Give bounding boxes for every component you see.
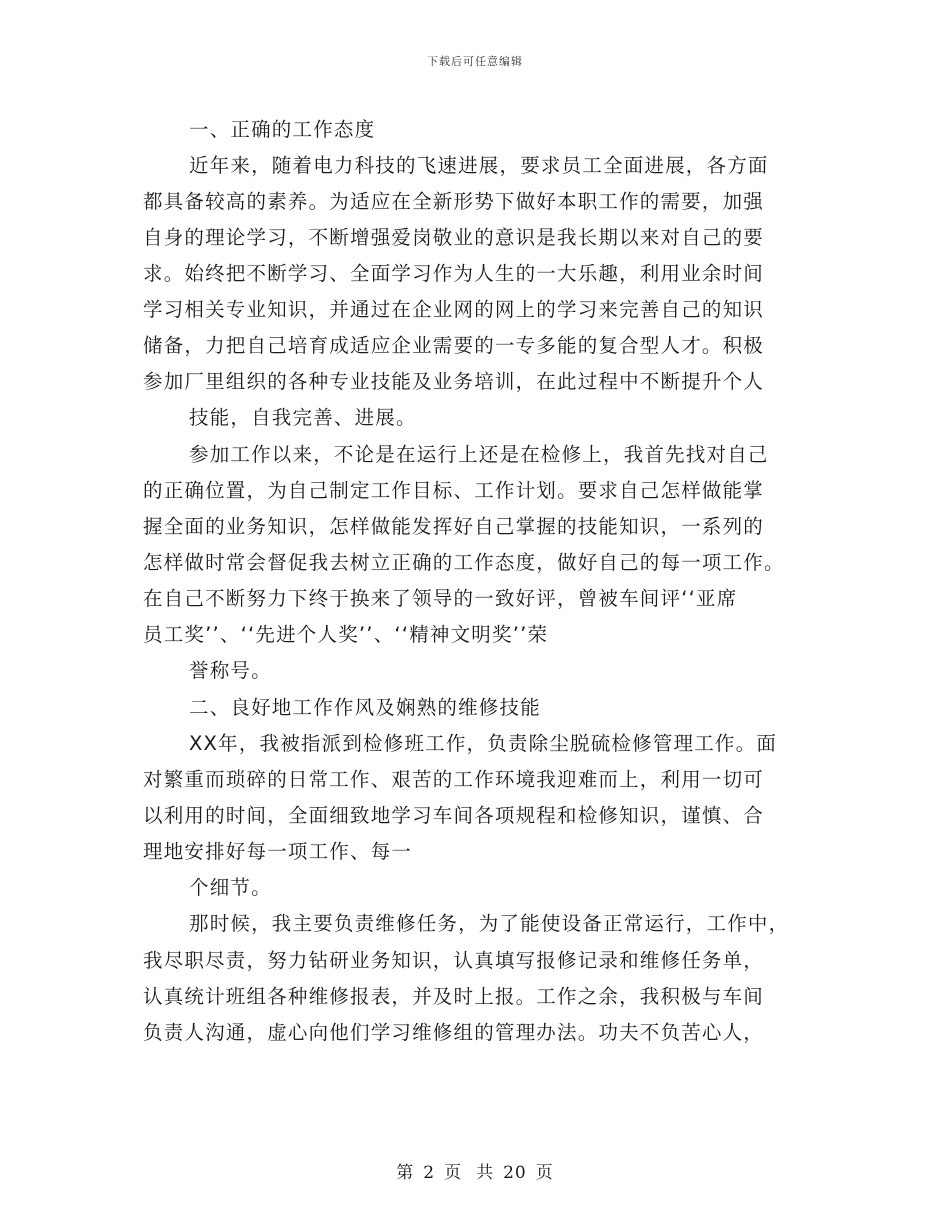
paragraph-line: 那时候，我主要负责维修任务，为了能使设备正常运行，工作中， <box>189 912 790 935</box>
footer-prefix: 第 <box>396 1163 415 1183</box>
paragraph-line: 认真统计班组各种维修报表，并及时上报。工作之余，我积极与车间 <box>143 985 765 1008</box>
paragraph-line: 理地安排好每一项工作、每一 <box>143 840 413 863</box>
paragraph-line: 誉称号。 <box>189 659 272 682</box>
paragraph-line: 的正确位置，为自己制定工作目标、工作计划。要求自己怎样做能掌 <box>143 479 765 502</box>
paragraph-line: 握全面的业务知识，怎样做能发挥好自己掌握的技能知识，一系列的 <box>143 515 765 538</box>
paragraph-line: 个细节。 <box>189 876 272 899</box>
footer-total-pages: 20 <box>503 1163 527 1183</box>
paragraph-line: 员工奖’’、‘‘先进个人奖’’、‘‘精神文明奖’’荣 <box>143 623 549 646</box>
paragraph-line: 求。始终把不断学习、全面学习作为人生的一大乐趣，利用业余时间 <box>143 262 765 285</box>
paragraph-line: 技能，自我完善、进展。 <box>189 406 417 429</box>
paragraph-line: 近年来，随着电力科技的飞速进展，要求员工全面进展，各方面 <box>189 154 769 177</box>
paragraph-line: 在自己不断努力下终于换来了领导的一致好评，曾被车间评‘‘亚席 <box>143 587 738 610</box>
page-footer <box>0 1158 950 1183</box>
paragraph-line: 怎样做时常会督促我去树立正确的工作态度，做好自己的每一项工作。 <box>143 551 785 574</box>
paragraph-line: 我尽职尽责，努力钻研业务知识，认真填写报修记录和维修任务单， <box>143 949 765 972</box>
paragraph-line: XX年，我被指派到检修班工作，负责除尘脱硫检修管理工作。面 <box>189 732 778 755</box>
paragraph-line: 以利用的时间，全面细致地学习车间各项规程和检修知识，谨慎、合 <box>143 804 765 827</box>
paragraph-line: 自身的理论学习，不断增强爱岗敬业的意识是我长期以来对自己的要 <box>143 226 765 249</box>
paragraph-line: 参加厂里组织的各种专业技能及业务培训，在此过程中不断提升个人 <box>143 370 765 393</box>
footer-total-word: 共 <box>476 1163 495 1183</box>
paragraph-line: 都具备较高的素养。为适应在全新形势下做好本职工作的需要，加强 <box>143 190 765 213</box>
paragraph-line: 储备，力把自己培育成适应企业需要的一专多能的复合型人才。积极 <box>143 334 765 357</box>
section-heading-1: 一、正确的工作态度 <box>189 118 376 141</box>
footer-page-unit: 页 <box>444 1163 463 1183</box>
paragraph-line: 负责人沟通，虚心向他们学习维修组的管理办法。功夫不负苦心人， <box>143 1021 765 1044</box>
footer-page-number: 2 <box>423 1163 436 1183</box>
paragraph-line: 对繁重而琐碎的日常工作、艰苦的工作环境我迎难而上，利用一切可 <box>143 768 765 791</box>
section-heading-2: 二、良好地工作作风及娴熟的维修技能 <box>189 696 541 719</box>
footer-total-unit: 页 <box>535 1163 554 1183</box>
paragraph-line: 学习相关专业知识，并通过在企业网的网上的学习来完善自己的知识 <box>143 298 765 321</box>
page-header-note: 下载后可任意编辑 <box>427 55 523 68</box>
paragraph-line: 参加工作以来，不论是在运行上还是在检修上，我首先找对自己 <box>189 443 769 466</box>
